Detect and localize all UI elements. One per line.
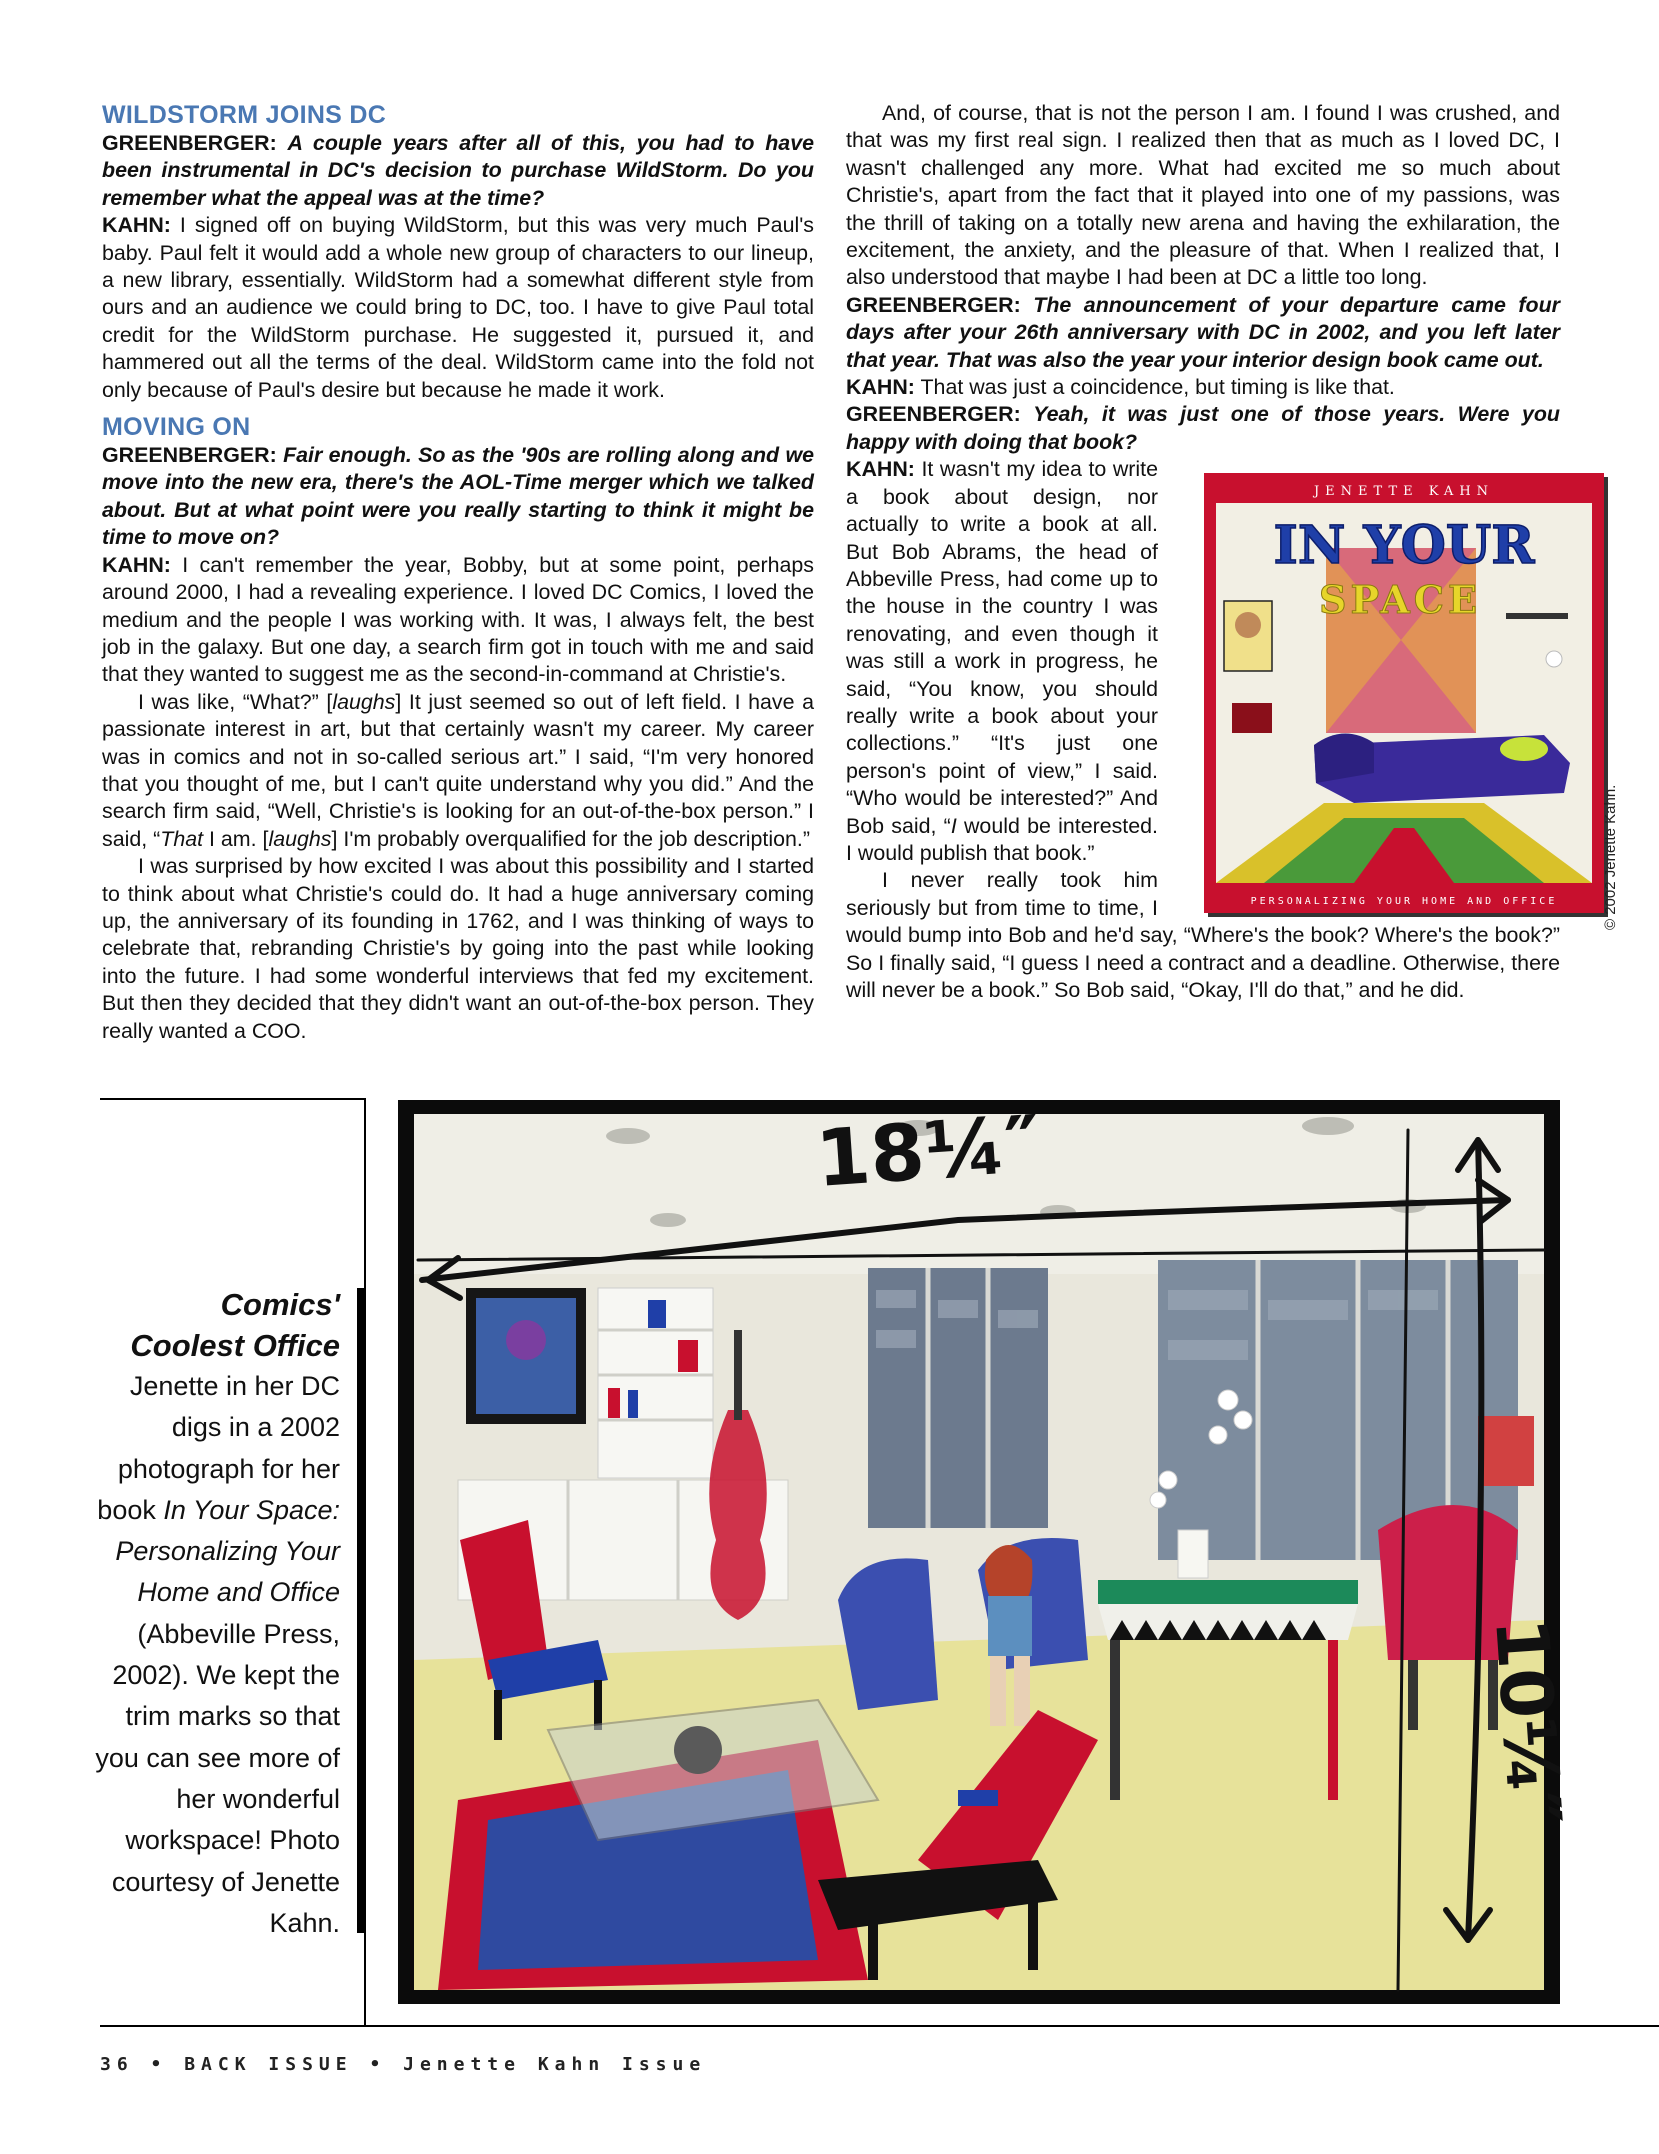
- section-heading-moving-on: MOVING ON: [102, 413, 251, 442]
- question-text: A couple years after all of this, you had to have been instrumental in DC's decision to purchase WildStorm. Do you remember what the appeal was at the time?: [102, 131, 814, 210]
- text-run: I was like, “What?” [: [138, 689, 333, 714]
- speaker-label: GREENBERGER:: [846, 292, 1021, 317]
- paragraph: [102, 689, 814, 853]
- text-run: ] It just seemed so out of left field. I have a passionate interest in art, but that certainly wasn't my career. My career was in comics and not in so-called serious art.” I said, “I'm very honored that you thought of me, but I can't quite understand why you did.” And the search firm said, “Well, Christie's is looking for an out-of-the-box person.” I said, “: [102, 689, 814, 851]
- speaker-label: KAHN:: [102, 213, 171, 238]
- speaker-label: KAHN:: [846, 457, 915, 482]
- left-column: [102, 100, 814, 1045]
- issue-name: Jenette Kahn Issue: [403, 2054, 707, 2075]
- speaker-label: GREENBERGER:: [102, 443, 277, 468]
- interview-answer: [102, 552, 814, 689]
- text-run: ] I'm probably overqualified for the job description.”: [331, 826, 810, 851]
- interview-question: [846, 292, 1560, 374]
- interview-question: [102, 130, 814, 212]
- page-number: 36: [100, 2054, 134, 2075]
- book-cover-image: [1204, 473, 1604, 913]
- text-run: Jenette in her DC digs in a 2002 photograph for her book: [97, 1371, 340, 1525]
- office-photograph: [398, 1099, 1578, 2004]
- answer-text: It wasn't my idea to write a book about design, nor actually to write a book at all. But Bob Abrams, the head of Abbeville Press, had come up to the house in the country I was renovating, and even though it was still a work in progress, he said, “You know, you should really write a book about your collections.” “It's just one person's point of view,” I said. “Who would be interested?” And Bob said, “: [846, 457, 1158, 838]
- text-run-italic: I: [950, 813, 957, 838]
- section-heading-wildstorm: WILDSTORM JOINS DC: [102, 101, 387, 129]
- trim-mark-width: 18¼″: [813, 1099, 1043, 1205]
- interview-answer: [846, 374, 1560, 401]
- trim-mark-height: 10¼″: [1479, 1615, 1578, 1828]
- answer-text: would be interested. I would publish that book.”: [846, 813, 1158, 865]
- text-run-italic: laughs: [268, 826, 332, 851]
- paragraph: I was surprised by how excited I was about this possibility and I started to think about what Christie's could do. It had a huge anniversary coming up, the anniversary of its founding in 1762, and I was thinking of ways to celebrate that, rebranding Christie's by going into the past while looking into the future. I had some wonderful interviews that fed my excitement. But then they decided that they didn't want an out-of-the-box person. They really wanted a COO.: [102, 854, 814, 1043]
- speaker-label: GREENBERGER:: [102, 131, 277, 155]
- caption-title: Comics': [220, 1287, 340, 1322]
- photo-caption: [88, 1284, 340, 1944]
- speaker-label: KAHN:: [846, 375, 915, 400]
- divider-rule: [100, 1098, 365, 1100]
- text-run-italic: In Your Space: Personalizing Your Home and Office: [115, 1494, 340, 1608]
- paragraph: I never really took him seriously but from time to time, I would bump into Bob and he'd say, “Where's the book? Where's the book?” So I finally said, “I guess I need a contract and a deadline. Otherwise, there will never be a book.” So Bob said, “Okay, I'll do that,” and he did.: [846, 868, 1560, 1002]
- interview-answer: [102, 212, 814, 404]
- answer-text: I can't remember the year, Bobby, but at some point, perhaps around 2000, I had a revealing experience. I loved DC Comics, I loved the medium and the people I was working with. It was, I always felt, the best job in the galaxy. But one day, a search firm got in touch with me and said that they wanted to suggest me as the second-in-command at Christie's.: [102, 552, 814, 687]
- cover-title-line2: SPACE: [1319, 577, 1481, 622]
- interview-question: [102, 442, 814, 552]
- divider-rule: [100, 2025, 1659, 2027]
- photo-credit: © 2002 Jenette Kahn.: [1602, 784, 1619, 930]
- cover-title-line1: IN YOUR: [1273, 515, 1535, 576]
- speaker-label: KAHN:: [102, 552, 171, 577]
- question-text: Yeah, it was just one of those years. Were you happy with doing that book?: [846, 402, 1561, 454]
- speaker-label: GREENBERGER:: [846, 402, 1021, 427]
- answer-text: I signed off on buying WildStorm, but this was very much Paul's baby. Paul felt it would add a whole new group of characters to our lineup, a new library, essentially. WildStorm had a somewhat different style from ours and an audience we could bring to DC, too. I have to give Paul total credit for the WildStorm purchase. He suggested it, pursued it, and hammered out all the terms of the deal. WildStorm came into the fold not only because of Paul's desire but because he made it work.: [102, 213, 814, 402]
- caption-text: [88, 1366, 340, 1944]
- footer-separator: •: [369, 2054, 387, 2075]
- answer-text: That was just a coincidence, but timing is like that.: [920, 375, 1395, 400]
- cover-author: JENETTE KAHN: [1313, 484, 1495, 499]
- text-run-italic: laughs: [332, 689, 396, 714]
- footer-separator: •: [150, 2054, 168, 2075]
- question-text: The announcement of your departure came four days after your 26th anniversary with DC in 2002, and you left later that year. That was also the year your interior design book came out.: [846, 292, 1560, 372]
- page-footer: [100, 2054, 706, 2075]
- text-run: (Abbeville Press, 2002). We kept the trim marks so that you can see more of her wonderful workspace! Photo courtesy of Jenette Kahn.: [95, 1618, 340, 1938]
- caption-accent-bar: [357, 1288, 365, 1933]
- text-run: I am. [: [203, 826, 269, 851]
- text-run-italic: That: [160, 826, 204, 851]
- cover-subtitle: PERSONALIZING YOUR HOME AND OFFICE: [1250, 896, 1558, 907]
- interview-question: [846, 401, 1560, 456]
- magazine-name: BACK ISSUE: [184, 2054, 353, 2075]
- caption-title: Coolest Office: [130, 1328, 340, 1363]
- question-text: Fair enough. So as the '90s are rolling along and we move into the new era, there's the AOL-Time merger which we talked about. But at what point were you really starting to think it might be time to move on?: [102, 443, 814, 550]
- paragraph: And, of course, that is not the person I am. I found I was crushed, and that was my first real sign. I realized then that as much as I loved DC, I wasn't challenged any more. What had excited me so much about Christie's, apart from the fact that it played into one of my passions, was the thrill of taking on a totally new arena and having the exhilaration, the excitement, the anxiety, and the pleasure of that. When I realized that, I also understood that maybe I had been at DC a little too long.: [846, 101, 1560, 290]
